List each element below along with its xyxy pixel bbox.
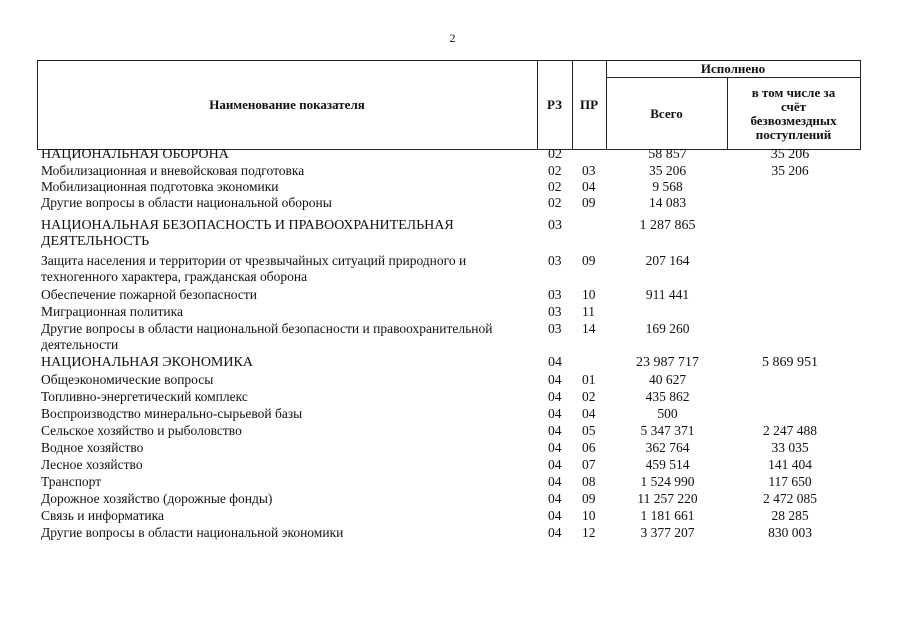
- row-name: Обеспечение пожарной безопасности: [41, 287, 258, 302]
- row-rz: 04: [548, 423, 562, 438]
- table-row: [0, 179, 905, 195]
- table-row: [0, 457, 905, 473]
- row-rz: 03: [548, 287, 562, 302]
- row-rz: 04: [548, 372, 562, 387]
- row-including: 35 206: [770, 147, 810, 162]
- row-name: Общеэкономические вопросы: [41, 372, 214, 387]
- row-total: 500: [657, 406, 678, 421]
- table-row: [0, 321, 905, 353]
- table-row: [0, 423, 905, 439]
- row-total: 14 083: [648, 195, 687, 210]
- row-total: 1 287 865: [639, 218, 696, 233]
- row-rz: 04: [548, 406, 562, 421]
- row-name: Миграционная политика: [41, 304, 183, 319]
- row-total: 58 857: [648, 147, 687, 162]
- row-name: Транспорт: [41, 474, 102, 489]
- row-including: 35 206: [771, 163, 809, 178]
- row-pr: 07: [582, 457, 596, 472]
- row-pr: 02: [582, 389, 596, 404]
- table-row: [0, 389, 905, 405]
- row-including: 5 869 951: [762, 355, 818, 370]
- row-total: 3 377 207: [640, 525, 695, 540]
- row-name: Дорожное хозяйство (дорожные фонды): [41, 491, 273, 506]
- header-incl-line-3: безвозмездных: [750, 112, 837, 128]
- header-incl-line-1: в том числе за: [751, 84, 836, 100]
- row-rz: 04: [548, 508, 562, 523]
- header-including-free-receipts: [727, 78, 860, 149]
- row-including: 141 404: [768, 457, 812, 472]
- row-rz: 03: [548, 321, 562, 336]
- table-row: [0, 218, 905, 250]
- table-row: [0, 525, 905, 541]
- row-name: НАЦИОНАЛЬНАЯ ОБОРОНА: [41, 147, 229, 162]
- row-total: 11 257 220: [637, 491, 698, 506]
- row-total: 911 441: [645, 287, 690, 302]
- row-pr: 10: [582, 287, 596, 302]
- row-rz: 03: [548, 304, 562, 319]
- row-pr: 14: [582, 321, 596, 336]
- row-name: Связь и информатика: [41, 508, 164, 523]
- row-rz: 04: [548, 457, 562, 472]
- row-total: 459 514: [645, 457, 690, 472]
- table-row: [0, 253, 905, 285]
- table-row: [0, 304, 905, 320]
- row-rz: 04: [548, 474, 562, 489]
- row-pr: 04: [582, 406, 596, 421]
- row-total: 35 206: [648, 163, 687, 178]
- row-name: Другие вопросы в области национальной обороны: [41, 195, 332, 210]
- row-pr: 11: [582, 304, 595, 319]
- row-rz: 02: [548, 179, 562, 194]
- row-total: 1 524 990: [640, 474, 695, 489]
- header-rz: РЗ: [547, 97, 562, 112]
- row-total: 9 568: [652, 179, 683, 194]
- row-name: Воспроизводство минерально-сырьевой базы: [41, 406, 303, 421]
- page-number: 2: [449, 31, 456, 45]
- row-name: НАЦИОНАЛЬНАЯ ЭКОНОМИКА: [41, 355, 253, 370]
- row-rz: 04: [548, 525, 562, 540]
- table-row: [0, 355, 905, 371]
- row-name: Лесное хозяйство: [41, 457, 143, 472]
- table-row: [0, 491, 905, 507]
- row-rz: 02: [548, 195, 562, 210]
- row-pr: 09: [582, 253, 596, 268]
- row-name: Мобилизационная подготовка экономики: [41, 179, 279, 194]
- row-pr: 08: [582, 474, 596, 489]
- row-total: 23 987 717: [636, 355, 699, 370]
- row-name: Мобилизационная и вневойсковая подготовка: [41, 163, 305, 178]
- row-pr: 10: [582, 508, 596, 523]
- table-body: [0, 147, 905, 541]
- row-pr: 09: [582, 195, 596, 210]
- table-row: [0, 406, 905, 422]
- header-border-right: [860, 61, 861, 149]
- row-total: 362 764: [645, 440, 690, 455]
- table-row: [0, 147, 905, 163]
- row-total: 435 862: [645, 389, 690, 404]
- row-pr: 04: [582, 179, 596, 194]
- row-rz: 04: [548, 389, 562, 404]
- row-rz: 02: [548, 163, 562, 178]
- row-including: 117 650: [768, 474, 812, 489]
- row-including: 2 247 488: [763, 423, 817, 438]
- table-header: [37, 60, 861, 150]
- table-row: [0, 163, 905, 179]
- row-total: 169 260: [645, 321, 690, 336]
- row-pr: 06: [582, 440, 596, 455]
- header-total: Всего: [650, 105, 683, 121]
- row-total: 207 164: [645, 253, 690, 268]
- header-executed: Исполнено: [700, 61, 766, 76]
- row-pr: 09: [582, 491, 596, 506]
- table-row: [0, 474, 905, 490]
- row-name: Защита населения и территории от чрезвычайных ситуаций природного и техногенного характера, гражданская оборона: [41, 253, 467, 284]
- header-name: Наименование показателя: [209, 97, 365, 112]
- header-incl-line-2: счёт: [781, 98, 806, 114]
- row-name: Другие вопросы в области национальной безопасности и правоохранительной деятельности: [41, 321, 493, 352]
- header-incl-line-4: поступлений: [755, 126, 832, 142]
- row-including: 28 285: [771, 508, 809, 523]
- table-row: [0, 195, 905, 211]
- row-including: 2 472 085: [763, 491, 817, 506]
- row-name: Другие вопросы в области национальной экономики: [41, 525, 344, 540]
- header-pr: ПР: [579, 97, 599, 112]
- row-name: НАЦИОНАЛЬНАЯ БЕЗОПАСНОСТЬ И ПРАВООХРАНИТЕЛЬНАЯ ДЕЯТЕЛЬНОСТЬ: [41, 218, 454, 249]
- row-pr: 12: [582, 525, 596, 540]
- row-rz: 04: [548, 440, 562, 455]
- row-rz: 02: [548, 147, 562, 162]
- row-total: 1 181 661: [640, 508, 695, 523]
- row-pr: 01: [582, 372, 596, 387]
- row-pr: 03: [582, 163, 596, 178]
- row-total: 40 627: [648, 372, 687, 387]
- table-row: [0, 287, 905, 303]
- table-row: [0, 440, 905, 456]
- row-including: 33 035: [771, 440, 809, 455]
- row-rz: 04: [548, 491, 562, 506]
- row-rz: 03: [548, 218, 562, 233]
- row-name: Топливно-энергетический комплекс: [41, 389, 248, 404]
- row-rz: 04: [548, 355, 562, 370]
- row-name: Сельское хозяйство и рыболовство: [41, 423, 242, 438]
- row-including: 830 003: [768, 525, 812, 540]
- row-pr: 05: [582, 423, 596, 438]
- table-row: [0, 508, 905, 524]
- table-row: [0, 372, 905, 388]
- row-name: Водное хозяйство: [41, 440, 144, 455]
- row-total: 5 347 371: [640, 423, 695, 438]
- row-rz: 03: [548, 253, 562, 268]
